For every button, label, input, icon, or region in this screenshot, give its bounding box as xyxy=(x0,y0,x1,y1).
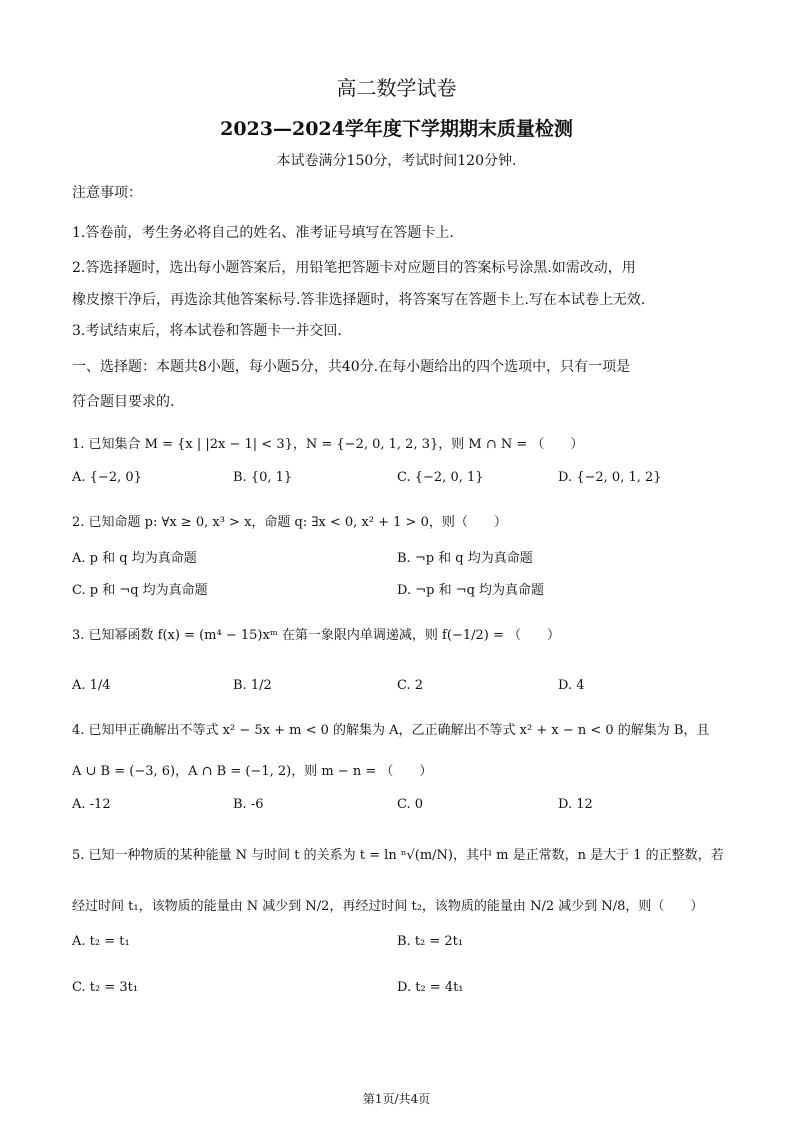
question-4-stem: 4. 已知甲正确解出不等式 x² − 5x + m < 0 的解集为 A，乙正确解出不等式 x² + x − n < 0 的解集为 B，且 xyxy=(72,723,710,738)
question-1-option-d[interactable]: D. {−2, 0, 1, 2} xyxy=(558,470,662,485)
question-4-option-a[interactable]: A. -12 xyxy=(72,797,111,812)
question-5-option-a[interactable]: A. t₂ = t₁ xyxy=(72,934,130,949)
exam-title: 高二数学试卷 xyxy=(336,76,457,100)
question-4-option-d[interactable]: D. 12 xyxy=(558,797,593,812)
question-5-stem-cont: 经过时间 t₁，该物质的能量由 N 减少到 N/2，再经过时间 t₂，该物质的能量由 N/2 减少到 N/8，则（ ） xyxy=(72,899,704,914)
section-heading-line-1: 一、选择题：本题共8小题，每小题5分，共40分.在每小题给出的四个选项中，只有一项是 xyxy=(72,359,631,375)
question-5-option-d[interactable]: D. t₂ = 4t₁ xyxy=(397,980,464,995)
page-footer: 第1页/共4页 xyxy=(362,1092,431,1106)
question-4-option-b[interactable]: B. -6 xyxy=(233,797,264,812)
note-2-line-2: 橡皮擦干净后，再选涂其他答案标号.答非选择题时，将答案写在答题卡上.写在本试卷上无效. xyxy=(72,292,646,308)
question-3-option-a[interactable]: A. 1/4 xyxy=(72,678,111,693)
exam-subtitle: 2023—2024学年度下学期期末质量检测 xyxy=(220,118,573,140)
question-2-option-d[interactable]: D. ¬p 和 ¬q 均为真命题 xyxy=(397,583,545,598)
question-2-option-c[interactable]: C. p 和 ¬q 均为真命题 xyxy=(72,583,208,598)
question-1-stem: 1. 已知集合 M = {x | |2x − 1| < 3}，N = {−2, 0, 1, 2, 3}，则 M ∩ N = （ ） xyxy=(72,437,584,452)
question-3-stem: 3. 已知幂函数 f(x) = (m⁴ − 15)xᵐ 在第一象限内单调递减，则 f(−1/2) = （ ） xyxy=(72,628,560,643)
question-4-stem-cont: A ∪ B = (−3, 6)，A ∩ B = (−1, 2)，则 m − n = （ ） xyxy=(72,764,433,779)
note-3: 3.考试结束后，将本试卷和答题卡一并交回. xyxy=(72,323,342,339)
question-2-stem: 2. 已知命题 p: ∀x ≥ 0, x³ > x，命题 q: ∃x < 0, x² + 1 > 0，则（ ） xyxy=(72,515,507,530)
question-5-option-c[interactable]: C. t₂ = 3t₁ xyxy=(72,980,139,995)
question-4-option-c[interactable]: C. 0 xyxy=(397,797,424,812)
question-1-option-b[interactable]: B. {0, 1} xyxy=(233,470,293,485)
exam-intro: 本试卷满分150分，考试时间120分钟. xyxy=(276,153,517,169)
section-heading-line-2: 符合题目要求的. xyxy=(72,394,175,410)
question-2-option-b[interactable]: B. ¬p 和 q 均为真命题 xyxy=(397,551,533,566)
note-2-line-1: 2.答选择题时，选出每小题答案后，用铅笔把答题卡对应题目的答案标号涂黑.如需改动，用 xyxy=(72,260,636,276)
question-3-option-c[interactable]: C. 2 xyxy=(397,678,424,693)
question-5-stem: 5. 已知一种物质的某种能量 N 与时间 t 的关系为 t = ln ⁿ√(m/N)，其中 m 是正常数，n 是大于 1 的正整数，若 xyxy=(72,848,724,863)
notes-heading: 注意事项： xyxy=(72,185,142,201)
note-1: 1.答卷前，考生务必将自己的姓名、准考证号填写在答题卡上. xyxy=(72,225,454,241)
question-2-option-a[interactable]: A. p 和 q 均为真命题 xyxy=(72,551,197,566)
question-1-option-a[interactable]: A. {−2, 0} xyxy=(72,470,142,485)
question-5-option-b[interactable]: B. t₂ = 2t₁ xyxy=(397,934,464,949)
question-1-option-c[interactable]: C. {−2, 0, 1} xyxy=(397,470,484,485)
question-3-option-b[interactable]: B. 1/2 xyxy=(233,678,272,693)
question-3-option-d[interactable]: D. 4 xyxy=(558,678,585,693)
